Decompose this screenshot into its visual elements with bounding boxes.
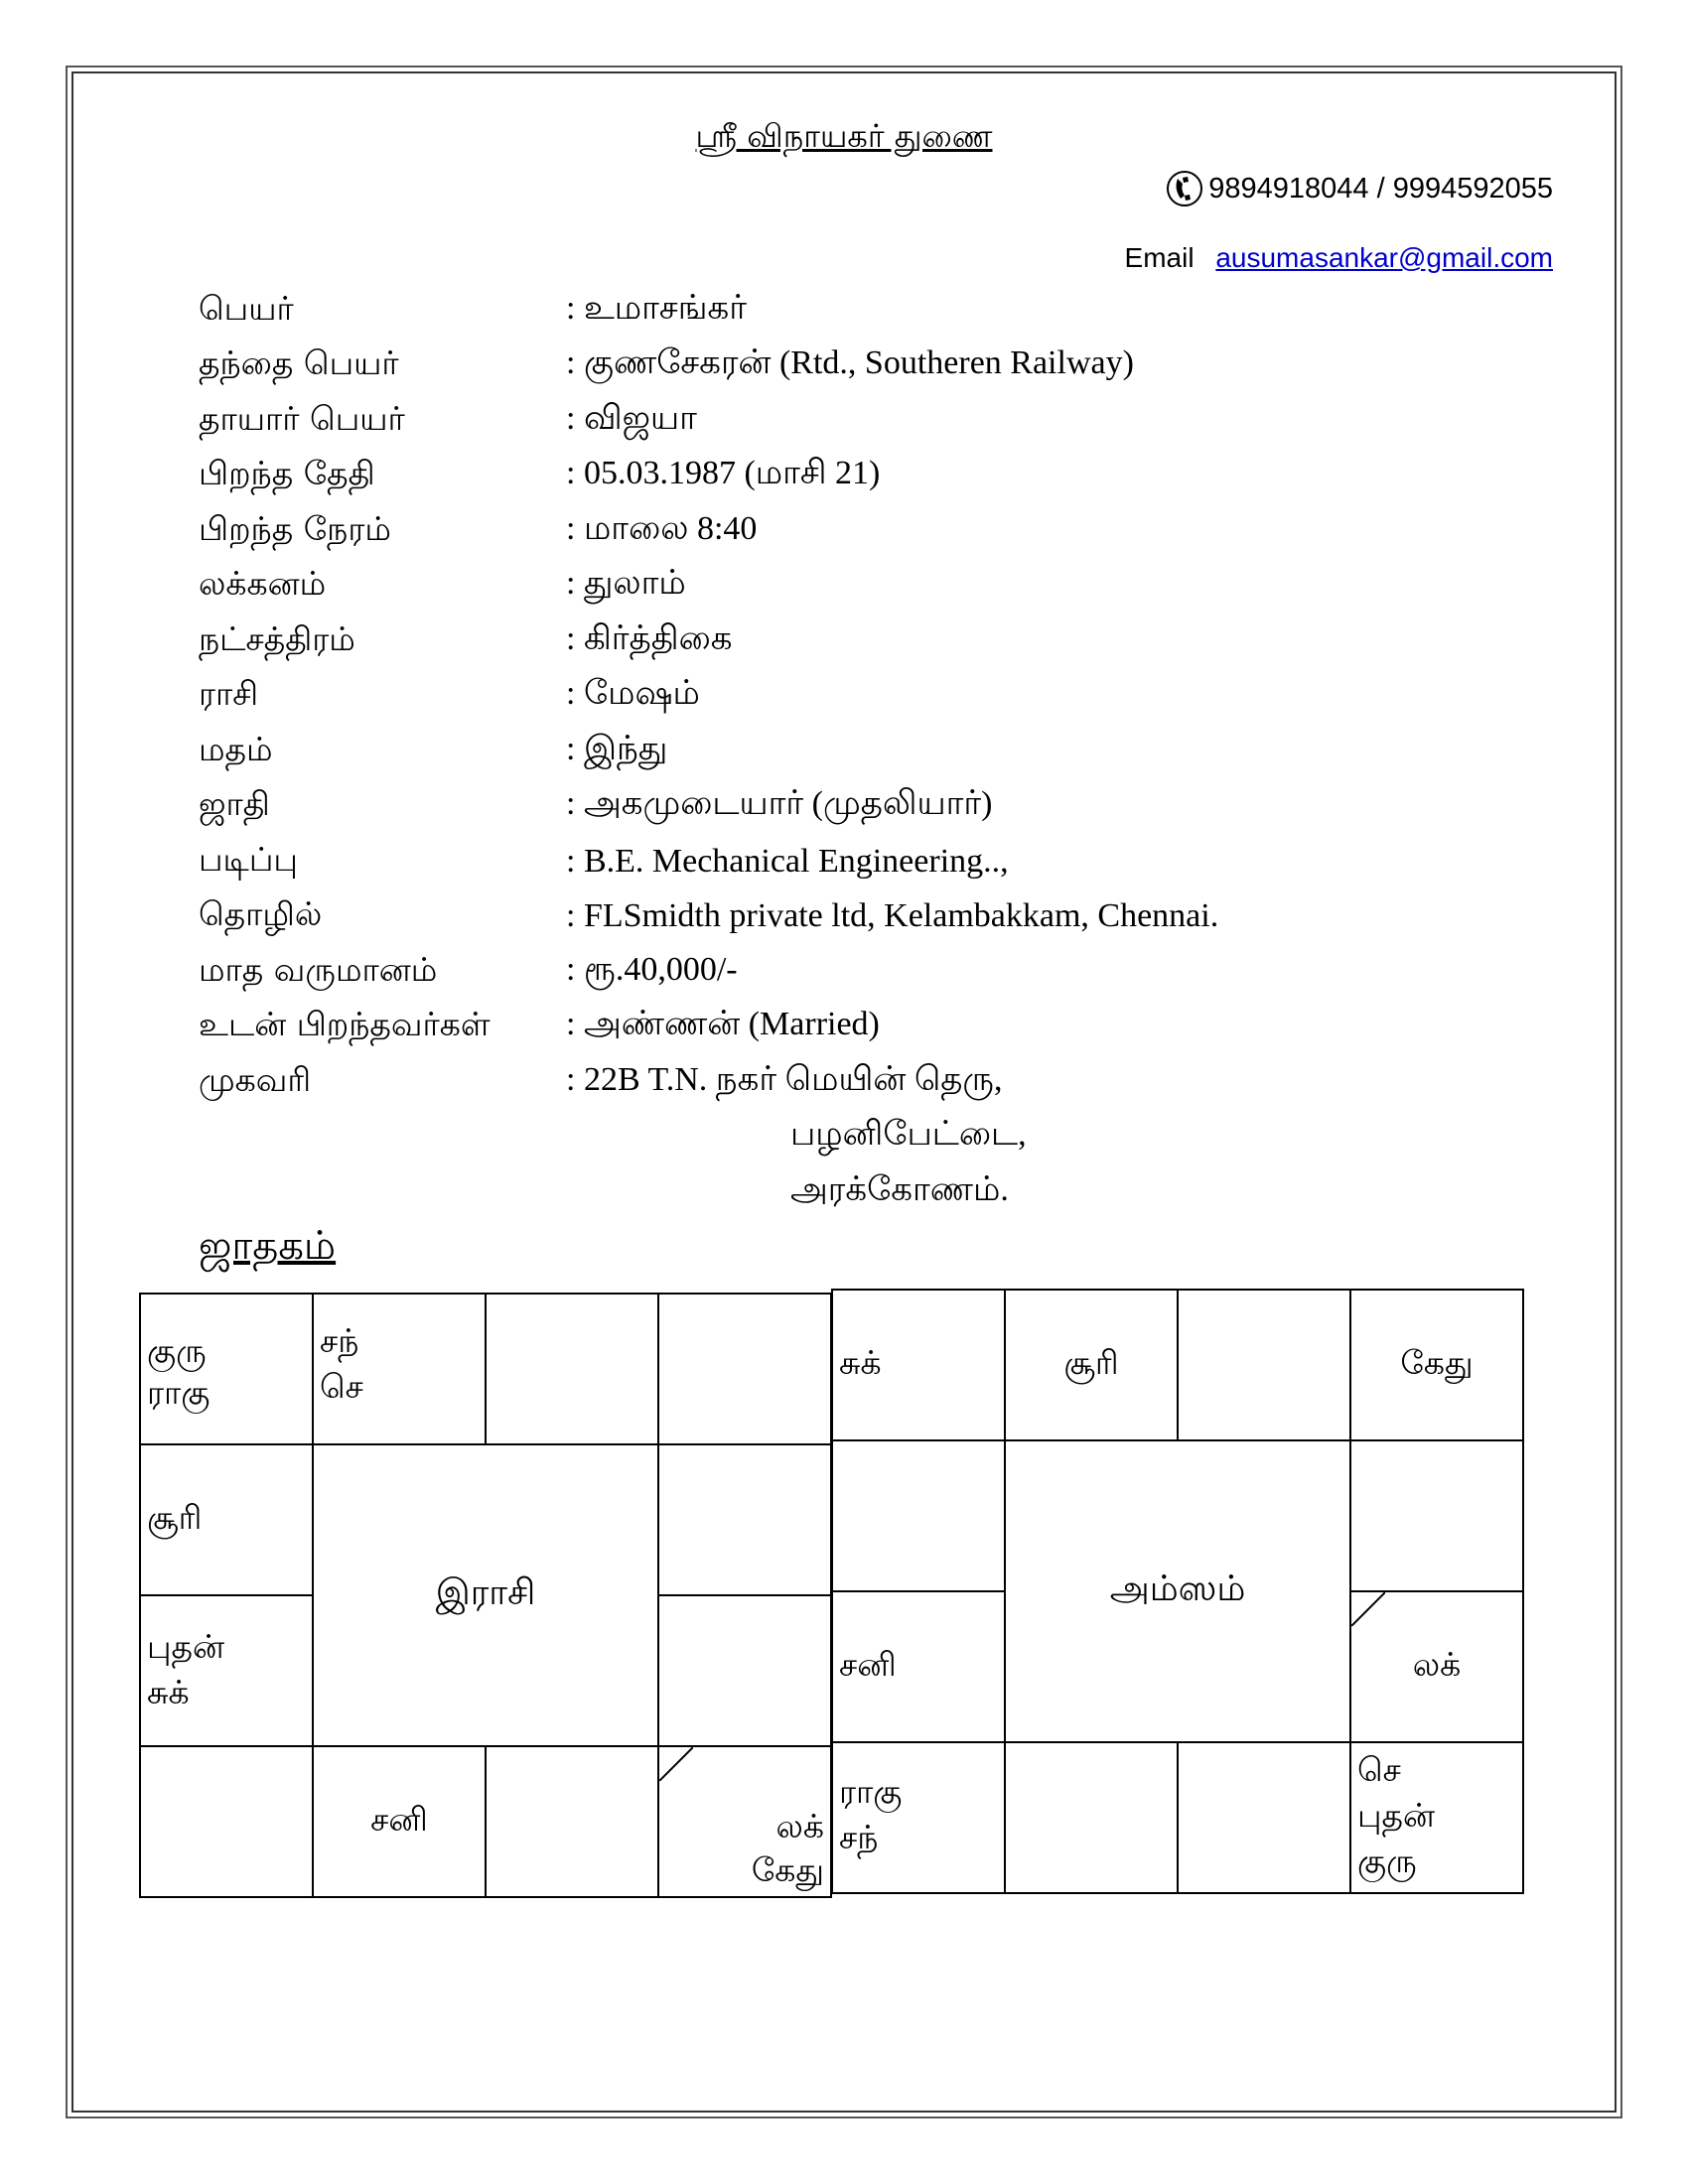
detail-row-occupation: [199, 889, 1489, 945]
detail-label: உடன் பிறந்தவர்கள்: [199, 1005, 491, 1044]
detail-label: ராசி: [199, 674, 259, 714]
detail-value: : 22B T.N. நகர் மெயின் தெரு,: [566, 1060, 1003, 1098]
detail-label: முகவரி: [199, 1059, 312, 1099]
detail-row-birth-time: [199, 503, 1489, 559]
detail-label: மதம்: [199, 729, 273, 768]
rasi-house-content: [320, 1318, 363, 1410]
planet-label: சுக்: [147, 1673, 190, 1711]
detail-row-father: [199, 339, 1489, 394]
detail-value: : இந்து: [566, 730, 668, 767]
amsam-house: [1350, 1290, 1523, 1440]
planet-label: சுக்: [839, 1343, 882, 1382]
planet-label: சனி: [370, 1800, 428, 1839]
detail-value: : 05.03.1987 (மாசி 21): [566, 455, 881, 492]
detail-label: பிறந்த நேரம்: [199, 508, 391, 548]
address-line: அரக்கோணம்.: [790, 1170, 1009, 1208]
detail-label: படிப்பு: [199, 839, 298, 879]
amsam-house: [832, 1290, 1005, 1440]
amsam-chart: [831, 1289, 1524, 1894]
rasi-house: [658, 1294, 831, 1444]
planet-label: ராகு: [147, 1373, 211, 1412]
address-line: பழனிபேட்டை,: [790, 1116, 1027, 1154]
detail-row-income: [199, 944, 1489, 1000]
detail-value: : அகமுடையார் (முதலியார்): [566, 785, 993, 823]
detail-value: : கிர்த்திகை: [566, 619, 733, 657]
rasi-house: [658, 1595, 831, 1746]
phone-row: [1165, 169, 1553, 208]
rasi-house: [486, 1294, 658, 1444]
planet-label: கேது: [1400, 1343, 1474, 1382]
email-row: [1125, 242, 1553, 274]
amsam-house: [1350, 1742, 1523, 1893]
detail-row-education: [199, 834, 1489, 889]
email-link[interactable]: ausumasankar@gmail.com: [1215, 242, 1553, 273]
email-label: Email: [1124, 242, 1195, 273]
rasi-house: [313, 1746, 486, 1897]
detail-label: தந்தை பெயர்: [199, 343, 399, 383]
amsam-house: [832, 1440, 1005, 1591]
detail-label: ஜாதி: [199, 784, 270, 824]
planet-label: சூரி: [1063, 1343, 1119, 1382]
detail-row-name: [199, 283, 1489, 339]
detail-label: பிறந்த தேதி: [199, 454, 375, 493]
planet-label: குரு: [1357, 1842, 1417, 1880]
detail-value: : குணசேகரன் (Rtd., Southeren Railway): [566, 344, 1134, 382]
detail-row-siblings: [199, 1000, 1489, 1055]
detail-row-lagnam: [199, 559, 1489, 614]
detail-value: : மேஷம்: [566, 675, 700, 713]
detail-row-star: [199, 614, 1489, 669]
amsam-house: [1005, 1742, 1178, 1893]
detail-value: : அண்ணன் (Married): [566, 1006, 880, 1043]
planet-label: சூரி: [147, 1498, 203, 1537]
amsam-house-lagna: [1350, 1591, 1523, 1742]
rasi-house: [140, 1294, 313, 1444]
detail-label: லக்கனம்: [199, 564, 327, 604]
rasi-house-content: [147, 1624, 224, 1715]
detail-value: : மாலை 8:40: [566, 509, 758, 547]
rasi-house: [140, 1746, 313, 1897]
jathagam-title: ஜாதகம்: [199, 1223, 337, 1269]
planet-label: ராகு: [839, 1772, 903, 1811]
planet-label: செ: [1357, 1750, 1401, 1789]
detail-value: : FLSmidth private ltd, Kelambakkam, Chennai.: [566, 897, 1219, 935]
amsam-center: அம்ஸம்: [1005, 1440, 1350, 1742]
detail-label: தாயார் பெயர்: [199, 398, 405, 438]
detail-value: : விஜயா: [566, 399, 697, 437]
planet-label: செ: [320, 1367, 363, 1406]
planet-label: சந்: [839, 1818, 879, 1856]
rasi-house-lagna: [658, 1746, 831, 1897]
detail-label: மாத வருமானம்: [199, 949, 438, 989]
amsam-house-content: [839, 1769, 902, 1860]
detail-row-rasi: [199, 669, 1489, 725]
rasi-center: இராசி: [313, 1444, 658, 1746]
planet-label: லக்: [1412, 1645, 1462, 1684]
rasi-house: [140, 1444, 313, 1595]
detail-label: தொழில்: [199, 894, 323, 934]
detail-row-dob: [199, 449, 1489, 504]
detail-value: : ரூ.40,000/-: [566, 950, 738, 988]
phone-icon: [1165, 169, 1204, 208]
header-title: ஸ்ரீ விநாயகர் துணை: [695, 117, 993, 155]
detail-value: : B.E. Mechanical Engineering..,: [566, 842, 1009, 880]
rasi-house: [658, 1444, 831, 1595]
rasi-chart: [139, 1293, 832, 1898]
detail-label: நட்சத்திரம்: [199, 618, 355, 658]
detail-row-religion: [199, 724, 1489, 779]
phone-numbers: 9894918044 / 9994592055: [1208, 172, 1553, 205]
detail-row-address: [199, 1054, 1489, 1110]
amsam-house-content: [1357, 1747, 1435, 1884]
lagna-marker: [659, 1747, 693, 1781]
planet-label: புதன்: [1357, 1796, 1436, 1835]
planet-label: கேது: [751, 1850, 824, 1889]
planet-label: புதன்: [147, 1627, 225, 1666]
amsam-house: [1350, 1440, 1523, 1591]
detail-row-mother: [199, 393, 1489, 449]
detail-value: : உமாசங்கர்: [566, 289, 748, 327]
details-section: [199, 283, 1489, 1220]
rasi-house: [313, 1294, 486, 1444]
planet-label: சந்: [320, 1321, 359, 1360]
detail-row-caste: [199, 779, 1489, 835]
amsam-house: [1178, 1290, 1350, 1440]
rasi-house: [140, 1595, 313, 1746]
detail-label: பெயர்: [199, 288, 294, 328]
rasi-house-content: [147, 1330, 210, 1414]
detail-value: : துலாம்: [566, 565, 686, 603]
planet-label: குரு: [147, 1331, 207, 1370]
rasi-house: [486, 1746, 658, 1897]
rasi-house-content: [752, 1805, 824, 1892]
amsam-house: [832, 1591, 1005, 1742]
amsam-house: [1178, 1742, 1350, 1893]
planet-label: லக்: [775, 1807, 824, 1845]
planet-label: சனி: [839, 1645, 897, 1684]
amsam-house: [832, 1742, 1005, 1893]
amsam-house: [1005, 1290, 1178, 1440]
